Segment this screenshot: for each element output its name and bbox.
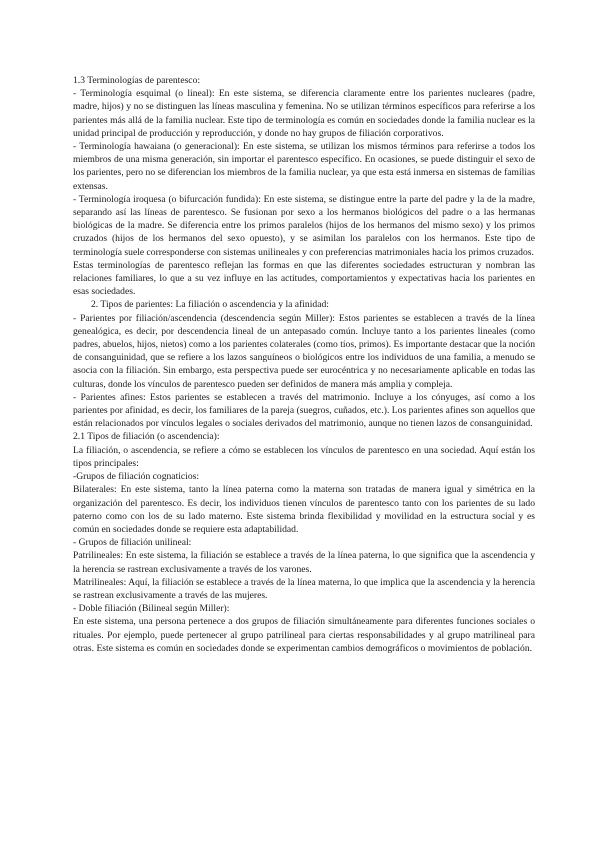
subheading-grupos-unilineal: - Grupos de filiación unilineal: — [73, 537, 192, 549]
section-heading-tipos-parientes: 2. Tipos de parientes: La filiación o ascendencia y la afinidad: — [91, 299, 329, 311]
paragraph-parientes-filiacion: - Parientes por filiación/ascendencia (descendencia según Miller): Estos parientes se establecen a través de la línea genealógica, es decir, por descendencia lineal de un antepasado común. Incluye tanto a los parientes lineales (como padres, abuelos, hijos, nietos) como a los parientes colaterales (como tíos, primos). Es importante destacar que la noción de consanguinidad, que se refiere a los lazos sanguíneos o biológicos entre los individuos de una familia, a menudo se asocia con la filiación. Sin embargo, esta perspectiva puede ser eurocéntrica y no necesariamente aplicable en todas las culturas, donde los vínculos de parentesco pueden ser definidos de manera más amplia y compleja. — [73, 312, 535, 390]
paragraph-doble-filiacion: En este sistema, una persona pertenece a dos grupos de filiación simultáneamente para diferentes funciones sociales o rituales. Por ejemplo, puede pertenecer al grupo patrilineal para ciertas responsabilidades y al grupo matrilineal para otras. Este sistema es común en sociedades donde se experimentan cambios demográficos o movimientos de población. — [73, 616, 535, 654]
paragraph-terminologias-summary: Estas terminologías de parentesco reflejan las formas en que las diferentes sociedades estructuran y nombran las relaciones familiares, lo que a su vez influye en las actitudes, comportamientos y expectativas hacia los parientes en esas sociedades. — [73, 259, 535, 298]
paragraph-terminologia-hawaiana: - Terminología hawaiana (o generacional): En este sistema, se utilizan los mismos términos para referirse a todos los miembros de una misma generación, sin importar el parentesco específico. En ocasiones, se puede distinguir el sexo de los parientes, pero no se diferencian los miembros de la familia nuclear, ya que esta está inmersa en sistemas de familias extensas. — [73, 141, 535, 192]
paragraph-terminologia-iroquesa: - Terminología iroquesa (o bifurcación fundida): En este sistema, se distingue entre la parte del padre y la de la madre, separando así las líneas de parentesco. Se fusionan por sexo a los hermanos biológicos del padre o a las hermanas biológicas de la madre. Se diferencia entre los primos paralelos (hijos de los hermanos del mismo sexo) y los primos cruzados (hijos de los hermanos del sexo opuesto), y se asimilan los paralelos con los hermanos. Este tipo de terminología suele corresponderse con sistemas unilineales y con preferencias matrimoniales hacia los primos cruzados. — [73, 193, 535, 258]
subheading-doble-filiacion: - Doble filiación (Bilineal según Miller): — [73, 603, 230, 615]
paragraph-parientes-afines: - Parientes afines: Estos parientes se establecen a través del matrimonio. Incluye a los cónyuges, así como a los parientes por afinidad, es decir, los familiares de la pareja (suegros, cuñados, etc.). Los parientes afines son aquellos que están relacionados por vínculos legales o sociales derivados del matrimonio, aunque no tienen lazos de consanguinidad. — [73, 391, 535, 430]
paragraph-terminologia-esquimal: - Terminología esquimal (o lineal): En este sistema, se diferencia claramente entre los parientes nucleares (padre, madre, hijos) y no se distinguen las líneas masculina y femenina. No se utilizan términos específicos para referirse a los parientes más allá de la familia nuclear. Este tipo de terminología es común en sociedades donde la familia nuclear es la unidad principal de producción y reproducción, y donde no hay grupos de filiación corporativos. — [73, 88, 535, 139]
subheading-grupos-cognaticios: -Grupos de filiación cognaticios: — [73, 471, 200, 483]
paragraph-filiacion-intro: La filiación, o ascendencia, se refiere a cómo se establecen los vínculos de parentesco en una sociedad. Aquí están los tipos principales: — [73, 444, 535, 469]
paragraph-matrilineales: Matrilineales: Aquí, la filiación se establece a través de la línea materna, lo que implica que la ascendencia y la herencia se rastrean exclusivamente a través de las mujeres. — [73, 576, 535, 601]
paragraph-patrilineales: Patrilineales: En este sistema, la filiación se establece a través de la línea paterna, lo que significa que la ascendencia y la herencia se rastrean exclusivamente a través de los varones. — [73, 550, 535, 575]
section-heading-tipos-filiacion: 2.1 Tipos de filiación (o ascendencia): — [73, 431, 220, 443]
document-page — [73, 74, 535, 655]
section-heading-terminologias: 1.3 Terminologías de parentesco: — [73, 75, 201, 86]
paragraph-bilaterales: Bilaterales: En este sistema, tanto la línea paterna como la materna son tratadas de manera igual y simétrica en la organización del parentesco. Es decir, los individuos tienen vínculos de parentesco tanto con los parientes de su lado paterno como con los de su lado materno. Este sistema brinda flexibilidad y movilidad en la estructura social y es común en sociedades donde se requiere esta adaptabilidad. — [73, 484, 535, 535]
